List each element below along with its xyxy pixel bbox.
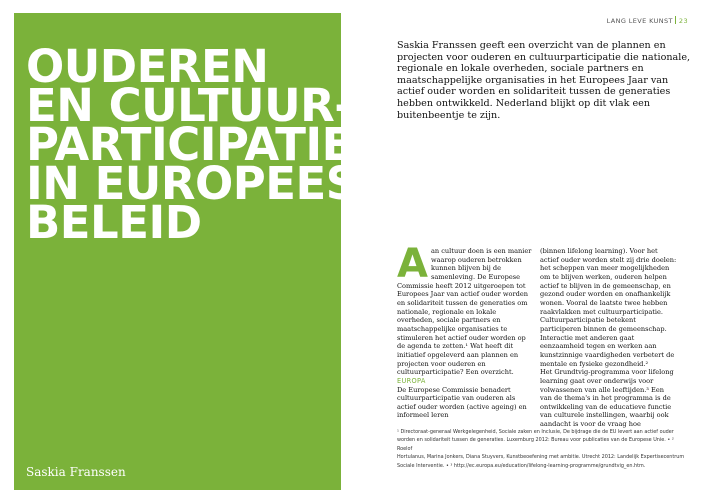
body-column-1 [397,241,534,420]
footnote-line: Hortulanus, Marina Jonkers, Diana Stuyvers, Kunstbeoefening met ambitie. Utrecht 2012: Landelijk Expertisecentrum [397,454,685,461]
running-head-title: LANG LEVE KUNST [606,17,673,25]
author-name: Saskia Franssen [26,465,126,479]
title-line: OUDEREN [26,40,269,93]
green-title-panel [14,13,358,490]
footnote-line: worden en solidariteit tussen de generaties. Luxemburg 2012: Bureau voor publicaties van de Europese Unie. • ² Roelof [397,437,674,452]
page-number: 23 [678,17,688,25]
article-title [26,40,358,249]
body-paragraph: Het Grundtvig-programma voor lifelong learning gaat over onderwijs voor volwassenen van alle leeftijden.³ Een van de thema's in het programma is de ontwikkeling van de educatieve functie van culturele instellingen, waarbij ook aandacht is voor de vraag hoe [540,368,674,429]
body-paragraph [397,241,534,377]
title-line: IN EUROPEES [26,157,358,210]
footnote-line: ¹ Directoraat-generaal Werkgelegenheid, Sociale zaken en Inclusie, De bijdrage die de EU levert aan actief ouder [397,429,674,435]
intro-text [397,40,697,121]
body-text: an cultuur doen is een manier waarop ouderen betrokken kunnen blijven bij de samenleving. De Europese Commissie heeft 2012 uitgeroepen tot Europees Jaar van actief ouder worden en solidariteit tussen de generaties om nationale, regionale en lokale overheden, sociale partners en maatschappelijke organisaties te stimuleren het actief ouder worden op de agenda te zetten.¹ Wat heeft dit initiatief opgeleverd aan plannen en projecten voor ouderen en cultuurparticipatie? Een overzicht. [397,247,532,377]
section-heading: EUROPA [397,376,426,385]
running-head [607,16,688,25]
footnotes [397,428,687,470]
body-column-2 [540,247,677,429]
right-page [355,0,710,500]
title-line: PARTICIPATIE [26,118,352,171]
intro-paragraph: Saskia Franssen geeft een overzicht van de plannen en projecten voor ouderen en cultuurparticipatie die nationale, regionale en lokale overheden, sociale partners en maatschappelijke organisaties in het Europees Jaar van actief ouder worden en solidariteit tussen de generaties hebben ontwikkeld. Nederland blijkt op dit vlak een buitenbeentje te zijn. [397,40,691,121]
drop-cap: A [397,241,428,287]
divider-bar [675,16,676,24]
footnote-line: Sociale Interventie. • ³ http://ec.europa.eu/education/lifelong-learning-programme/grundtvig_en.htm. [397,462,646,469]
body-paragraph: (binnen lifelong learning). Voor het actief ouder worden stelt zij drie doelen: het scheppen van meer mogelijkheden om te blijven werken, ouderen helpen actief te blijven in de gemeenschap, en gezond ouder worden en onafhankelijk wonen. Vooral de laatste twee hebben raakvlakken met cultuurparticipatie. Cultuurparticipatie betekent participeren binnen de gemeenschap. Interactie met anderen gaat eenzaamheid tegen en werken aan kunstzinnige vaardigheden verbetert de mentale en fysieke gezondheid.² [540,247,677,368]
body-paragraph: De Europese Commissie benadert cultuurparticipatie van ouderen als actief ouder worden (active ageing) en informeel leren [397,385,527,420]
title-line: BELEID [26,196,202,249]
title-line: EN CULTUUR- [26,79,353,132]
